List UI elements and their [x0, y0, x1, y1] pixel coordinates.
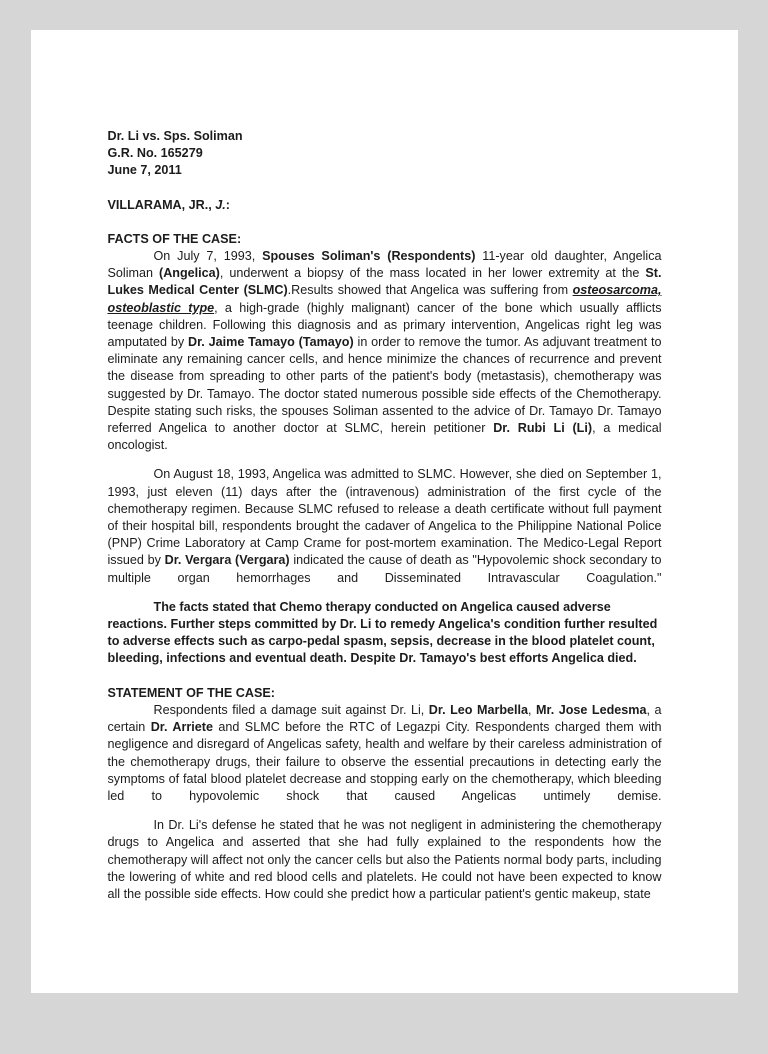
case-date: June 7, 2011 — [107, 163, 182, 178]
case-title: Dr. Li vs. Sps. Soliman — [107, 129, 243, 143]
section-heading-facts: FACTS OF THE CASE: — [107, 231, 242, 246]
paragraph-facts-death: On August 18, 1993, Angelica was admitted to SLMC. However, she died on September 1, 1993, just eleven (11) days after the (intravenous) administration of the first cycle of the chemotherapy regimen. Because SLMC refused to release a death certificate without full payment of their hospital bill, respondents brought the cadaver of Angelica to the Philippine National Police (PNP) Crime Laboratory at Camp Crame for post-mortem examination. The Medico-Legal Report issued by Dr. Vergara (Vergara) indicated the cause of death as "Hypovolemic shock secondary to multiple organ hemorrhages and Disseminated Intravascular Coagulation." — [107, 467, 662, 585]
paragraph-statement-defense: In Dr. Li's defense he stated that he was not negligent in administering the chemotherapy drugs to Angelica and asserted that she had fully explained to the respondents how the chemotherapy will affect not only the cancer cells but also the Patients normal body parts, including the lowering of white and red blood cells and platelets. He could not have been expected to know all the possible side effects. How could she predict how a particular patient's gentic makeup, state — [107, 818, 662, 901]
section-heading-statement: STATEMENT OF THE CASE: — [107, 685, 275, 700]
paragraph-statement-suit: Respondents filed a damage suit against Dr. Li, Dr. Leo Marbella, Mr. Jose Ledesma, a certain Dr. Arriete and SLMC before the RTC of Legazpi City. Respondents charged them with negligence and disregard of Angelicas safety, health and welfare by their careless administration of the chemotherapy drugs, their failure to observe the essential precautions in detecting early the symptoms of fatal blood platelet decrease and stopping early on the chemotherapy, which bleeding led to hypovolemic shock that caused Angelicas untimely demise. — [107, 702, 662, 803]
paragraph-facts-biopsy: On July 7, 1993, Spouses Soliman's (Respondents) 11-year old daughter, Angelica Soliman (Angelica), underwent a biopsy of the mass located in her lower extremity at the St. Lukes Medical Center (SLMC).Results showed that Angelica was suffering from osteosarcoma, osteoblastic type, a high-grade (highly malignant) cancer of the bone which usually afflicts teenage children. Following this diagnosis and as primary intervention, Angelicas right leg was amputated by Dr. Jaime Tamayo (Tamayo) in order to remove the tumor. As adjuvant treatment to eliminate any remaining cancer cells, and hence minimize the chances of recurrence and prevent the disease from spreading to other parts of the patient's body (metastasis), chemotherapy was suggested by Dr. Tamayo. The doctor stated numerous possible side effects of the Chemotherapy. Despite stating such risks, the spouses Soliman assented to the advice of Dr. Tamayo Dr. Tamayo referred Angelica to another doctor at SLMC, herein petitioner Dr. Rubi Li (Li), a medical oncologist. — [107, 249, 662, 453]
viewer-canvas — [0, 30, 768, 1054]
gr-number: G.R. No. 165279 — [107, 146, 203, 161]
paragraph-facts-summary: The facts stated that Chemo therapy conducted on Angelica caused adverse reactions. Further steps committed by Dr. Li to remedy Angelica's condition further resulted to adverse effects such as carpo-pedal spasm, sepsis, decrease in the blood platelet count, bleeding, infections and eventual death. Despite Dr. Tamayo's best efforts Angelica died. — [107, 599, 658, 666]
document-page — [31, 30, 738, 993]
ponente-line: VILLARAMA, JR., J.: — [107, 197, 230, 212]
